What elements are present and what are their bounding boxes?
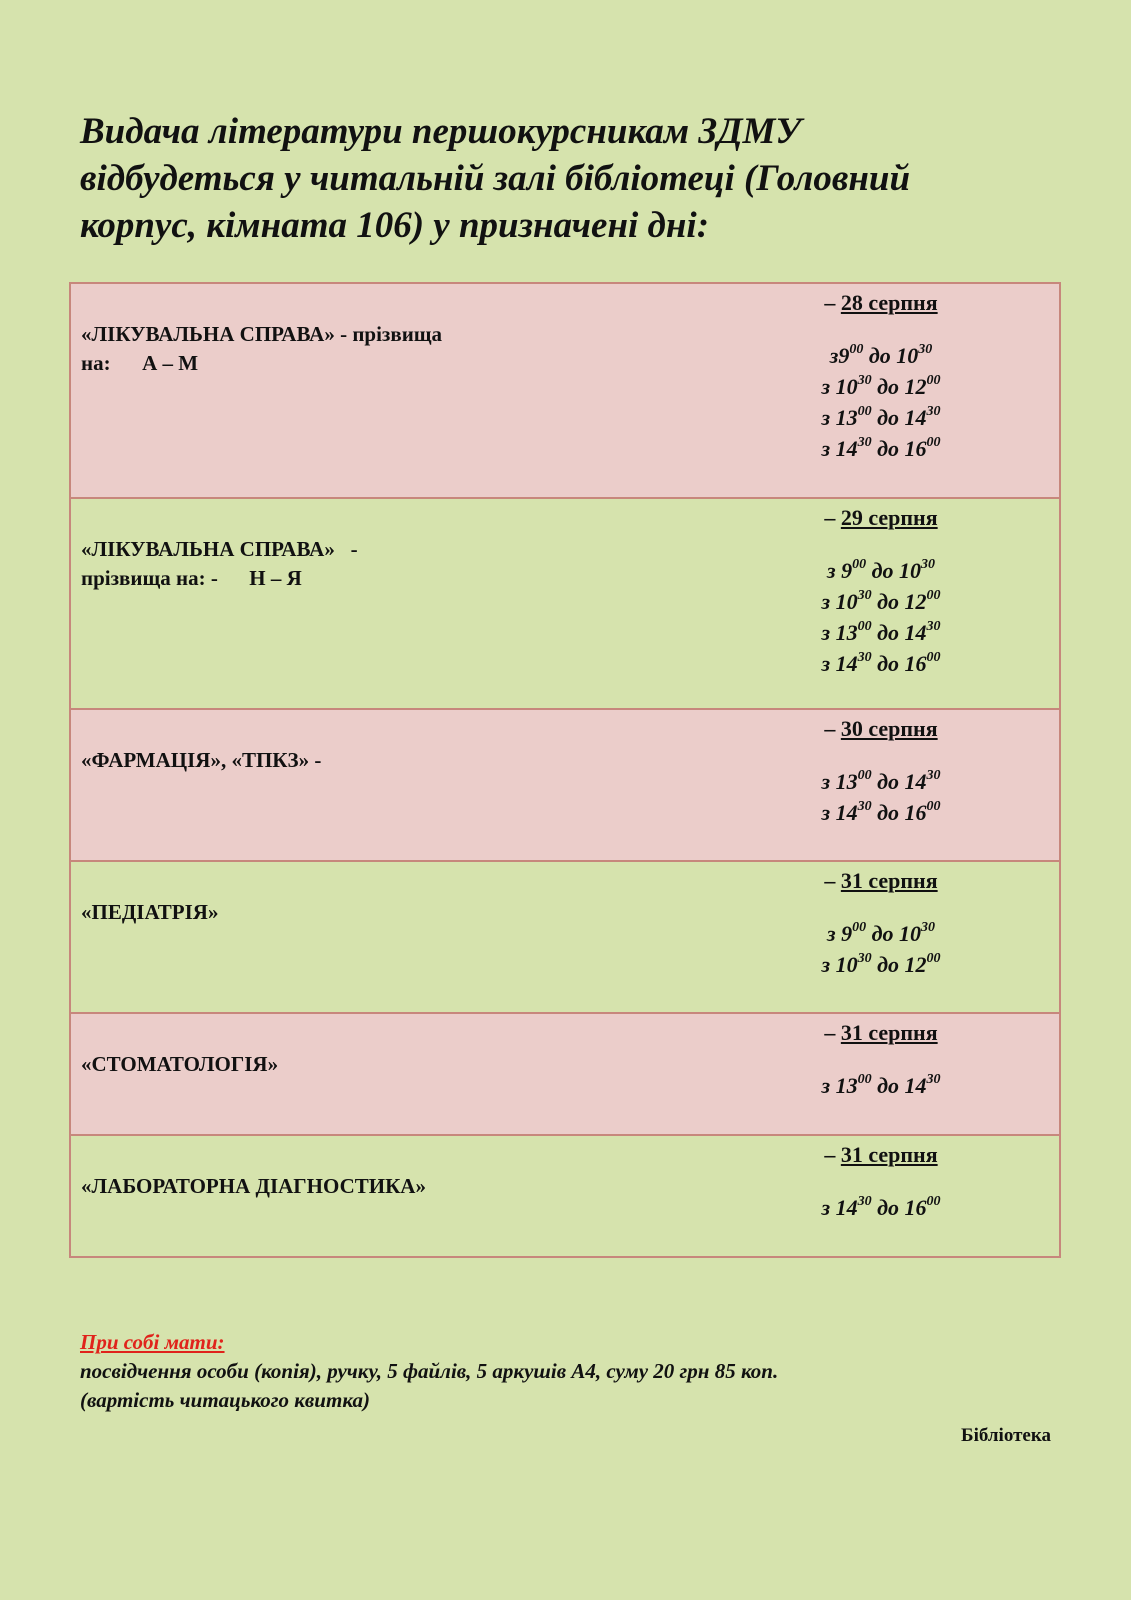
- slot-end-minute: 30: [918, 341, 933, 357]
- program-name: [81, 898, 218, 927]
- page-title: [80, 108, 1080, 249]
- slot-separator: до: [877, 620, 899, 645]
- slot-start-minute: 00: [857, 767, 872, 783]
- slot-start-hour: 10: [835, 952, 858, 977]
- slot-separator: до: [877, 769, 899, 794]
- time-slots: [746, 1192, 1016, 1223]
- slot-prefix: з: [821, 436, 836, 461]
- slot-start-minute: 00: [857, 1071, 872, 1087]
- date-label: [746, 1018, 1016, 1048]
- program-line: на: А – М: [81, 351, 199, 375]
- schedule-row: [71, 284, 1059, 497]
- slot-separator: до: [877, 1195, 899, 1220]
- schedule-row: [71, 1134, 1059, 1256]
- program-name: [81, 1050, 278, 1079]
- schedule-row: [71, 1012, 1059, 1134]
- date-label: [746, 288, 1016, 318]
- slot-start-hour: 13: [835, 1073, 858, 1098]
- time-slots: [746, 918, 1016, 980]
- program-name: [81, 535, 358, 593]
- date-dash: –: [824, 716, 841, 741]
- slot-start-hour: 13: [835, 769, 858, 794]
- slot-start-minute: 00: [852, 919, 867, 935]
- program-name: [81, 746, 321, 775]
- time-slot: [746, 797, 1016, 828]
- slot-end-hour: 10: [896, 343, 919, 368]
- time-slot: [746, 371, 1016, 402]
- slot-start-hour: 9: [838, 343, 850, 368]
- title-line: Видача літератури першокурсникам ЗДМУ: [80, 111, 802, 152]
- slot-start-minute: 30: [857, 950, 872, 966]
- slot-end-hour: 14: [904, 405, 927, 430]
- program-line: «СТОМАТОЛОГІЯ»: [81, 1052, 279, 1076]
- slot-start-hour: 14: [835, 800, 858, 825]
- slot-separator: до: [877, 1073, 899, 1098]
- slot-prefix: з: [821, 374, 836, 399]
- title-line: корпус, кімната 106) у призначені дні:: [80, 205, 710, 246]
- time-slot: [746, 648, 1016, 679]
- slot-end-hour: 12: [904, 952, 927, 977]
- slot-end-hour: 10: [899, 921, 921, 946]
- slot-end-hour: 12: [904, 374, 927, 399]
- slot-end-minute: 30: [926, 403, 941, 419]
- slot-separator: до: [868, 343, 891, 368]
- slot-end-hour: 16: [904, 800, 927, 825]
- date-value: 31 серпня: [840, 1020, 938, 1045]
- slot-end-hour: 12: [904, 589, 927, 614]
- slot-start-hour: 14: [835, 436, 858, 461]
- slot-separator: до: [877, 589, 899, 614]
- date-value: 28 серпня: [840, 290, 938, 315]
- slot-start-minute: 30: [857, 798, 872, 814]
- slot-prefix: з: [821, 800, 836, 825]
- slot-end-minute: 30: [926, 1071, 941, 1087]
- slot-separator: до: [877, 651, 899, 676]
- slot-separator: до: [877, 436, 899, 461]
- slot-start-minute: 30: [857, 649, 872, 665]
- date-label: [746, 1140, 1016, 1170]
- slot-end-hour: 16: [904, 436, 927, 461]
- slot-start-hour: 14: [835, 651, 858, 676]
- slot-prefix: з: [821, 620, 836, 645]
- date-dash: –: [824, 868, 841, 893]
- time-slot: [746, 1070, 1016, 1101]
- slot-end-minute: 30: [926, 767, 941, 783]
- time-slot: [746, 918, 1016, 949]
- date-label: [746, 503, 1016, 533]
- slot-start-minute: 30: [857, 434, 872, 450]
- date-value: 31 серпня: [840, 868, 938, 893]
- date-dash: –: [824, 505, 841, 530]
- slot-end-hour: 14: [904, 1073, 927, 1098]
- slot-start-minute: 00: [849, 341, 864, 357]
- slot-end-hour: 10: [899, 558, 921, 583]
- program-line: «ЛІКУВАЛЬНА СПРАВА» -: [81, 537, 358, 561]
- program-line: «ЛАБОРАТОРНА ДІАГНОСТИКА»: [81, 1174, 426, 1198]
- slot-end-minute: 00: [926, 587, 941, 603]
- date-dash: –: [824, 1020, 841, 1045]
- slot-end-hour: 16: [904, 651, 927, 676]
- time-slot: [746, 766, 1016, 797]
- program-line: «ПЕДІАТРІЯ»: [81, 900, 219, 924]
- requirements-heading: При собі мати:: [80, 1330, 225, 1354]
- time-slot: [746, 433, 1016, 464]
- program-line: «ЛІКУВАЛЬНА СПРАВА» - прізвища: [81, 322, 443, 346]
- slot-start-hour: 9: [841, 921, 853, 946]
- slot-separator: до: [877, 952, 899, 977]
- time-slots: [746, 766, 1016, 828]
- slot-separator: до: [877, 374, 899, 399]
- slot-start-minute: 30: [857, 1193, 872, 1209]
- program-name: [81, 1172, 426, 1201]
- slot-prefix: з: [826, 558, 842, 583]
- slot-start-hour: 10: [835, 589, 858, 614]
- date-value: 29 серпня: [840, 505, 938, 530]
- slot-prefix: з: [821, 651, 836, 676]
- slot-end-hour: 14: [904, 769, 927, 794]
- date-value: 31 серпня: [840, 1142, 938, 1167]
- slot-start-minute: 00: [857, 403, 872, 419]
- slot-end-minute: 00: [926, 798, 941, 814]
- slot-prefix: з: [821, 589, 836, 614]
- time-slot: [746, 1192, 1016, 1223]
- slot-start-hour: 13: [835, 620, 858, 645]
- time-slot: [746, 949, 1016, 980]
- slot-prefix: з: [821, 769, 836, 794]
- slot-end-minute: 00: [926, 434, 941, 450]
- slot-end-minute: 30: [921, 919, 935, 935]
- schedule-row: [71, 497, 1059, 708]
- slot-start-minute: 30: [857, 372, 872, 388]
- slot-prefix: з: [821, 952, 836, 977]
- program-line: прізвища на: - Н – Я: [81, 566, 302, 590]
- time-slot: [746, 586, 1016, 617]
- slot-separator: до: [877, 405, 899, 430]
- date-label: [746, 714, 1016, 744]
- slot-start-hour: 13: [835, 405, 858, 430]
- slot-start-hour: 9: [841, 558, 853, 583]
- requirements-line: (вартість читацького квитка): [80, 1388, 370, 1412]
- slot-prefix: з: [821, 1195, 836, 1220]
- slot-separator: до: [871, 921, 894, 946]
- slot-prefix: з: [821, 1073, 836, 1098]
- time-slots: [746, 340, 1016, 464]
- slot-start-minute: 00: [852, 556, 867, 572]
- slot-start-minute: 00: [857, 618, 872, 634]
- date-value: 30 серпня: [840, 716, 938, 741]
- slot-prefix: з: [821, 405, 836, 430]
- time-slots: [746, 1070, 1016, 1101]
- requirements-line: посвідчення особи (копія), ручку, 5 файлів, 5 аркушів А4, суму 20 грн 85 коп.: [80, 1359, 779, 1383]
- date-label: [746, 866, 1016, 896]
- slot-end-hour: 14: [904, 620, 927, 645]
- time-slots: [746, 555, 1016, 679]
- slot-end-minute: 30: [926, 618, 941, 634]
- slot-start-hour: 14: [835, 1195, 858, 1220]
- slot-end-minute: 00: [926, 372, 941, 388]
- schedule-row: [71, 860, 1059, 1012]
- date-dash: –: [824, 290, 841, 315]
- program-line: «ФАРМАЦІЯ», «ТПКЗ» -: [81, 748, 322, 772]
- slot-end-minute: 00: [926, 950, 941, 966]
- title-line: відбудеться у читальній залі бібліотеці (Головний: [80, 158, 911, 199]
- signature: Бібліотека: [961, 1425, 1051, 1446]
- slot-separator: до: [877, 800, 899, 825]
- time-slot: [746, 555, 1016, 586]
- slot-start-hour: 10: [835, 374, 858, 399]
- slot-end-minute: 30: [921, 556, 935, 572]
- slot-separator: до: [871, 558, 894, 583]
- schedule-row: [71, 708, 1059, 860]
- slot-end-hour: 16: [904, 1195, 927, 1220]
- time-slot: [746, 402, 1016, 433]
- slot-prefix: з: [826, 921, 842, 946]
- time-slot: [746, 340, 1016, 371]
- program-name: [81, 320, 442, 378]
- requirements-note: [80, 1328, 1080, 1415]
- slot-prefix: з: [829, 343, 839, 368]
- slot-start-minute: 30: [857, 587, 872, 603]
- slot-end-minute: 00: [926, 1193, 941, 1209]
- slot-end-minute: 00: [926, 649, 941, 665]
- date-dash: –: [824, 1142, 841, 1167]
- time-slot: [746, 617, 1016, 648]
- schedule-table: [69, 282, 1061, 1258]
